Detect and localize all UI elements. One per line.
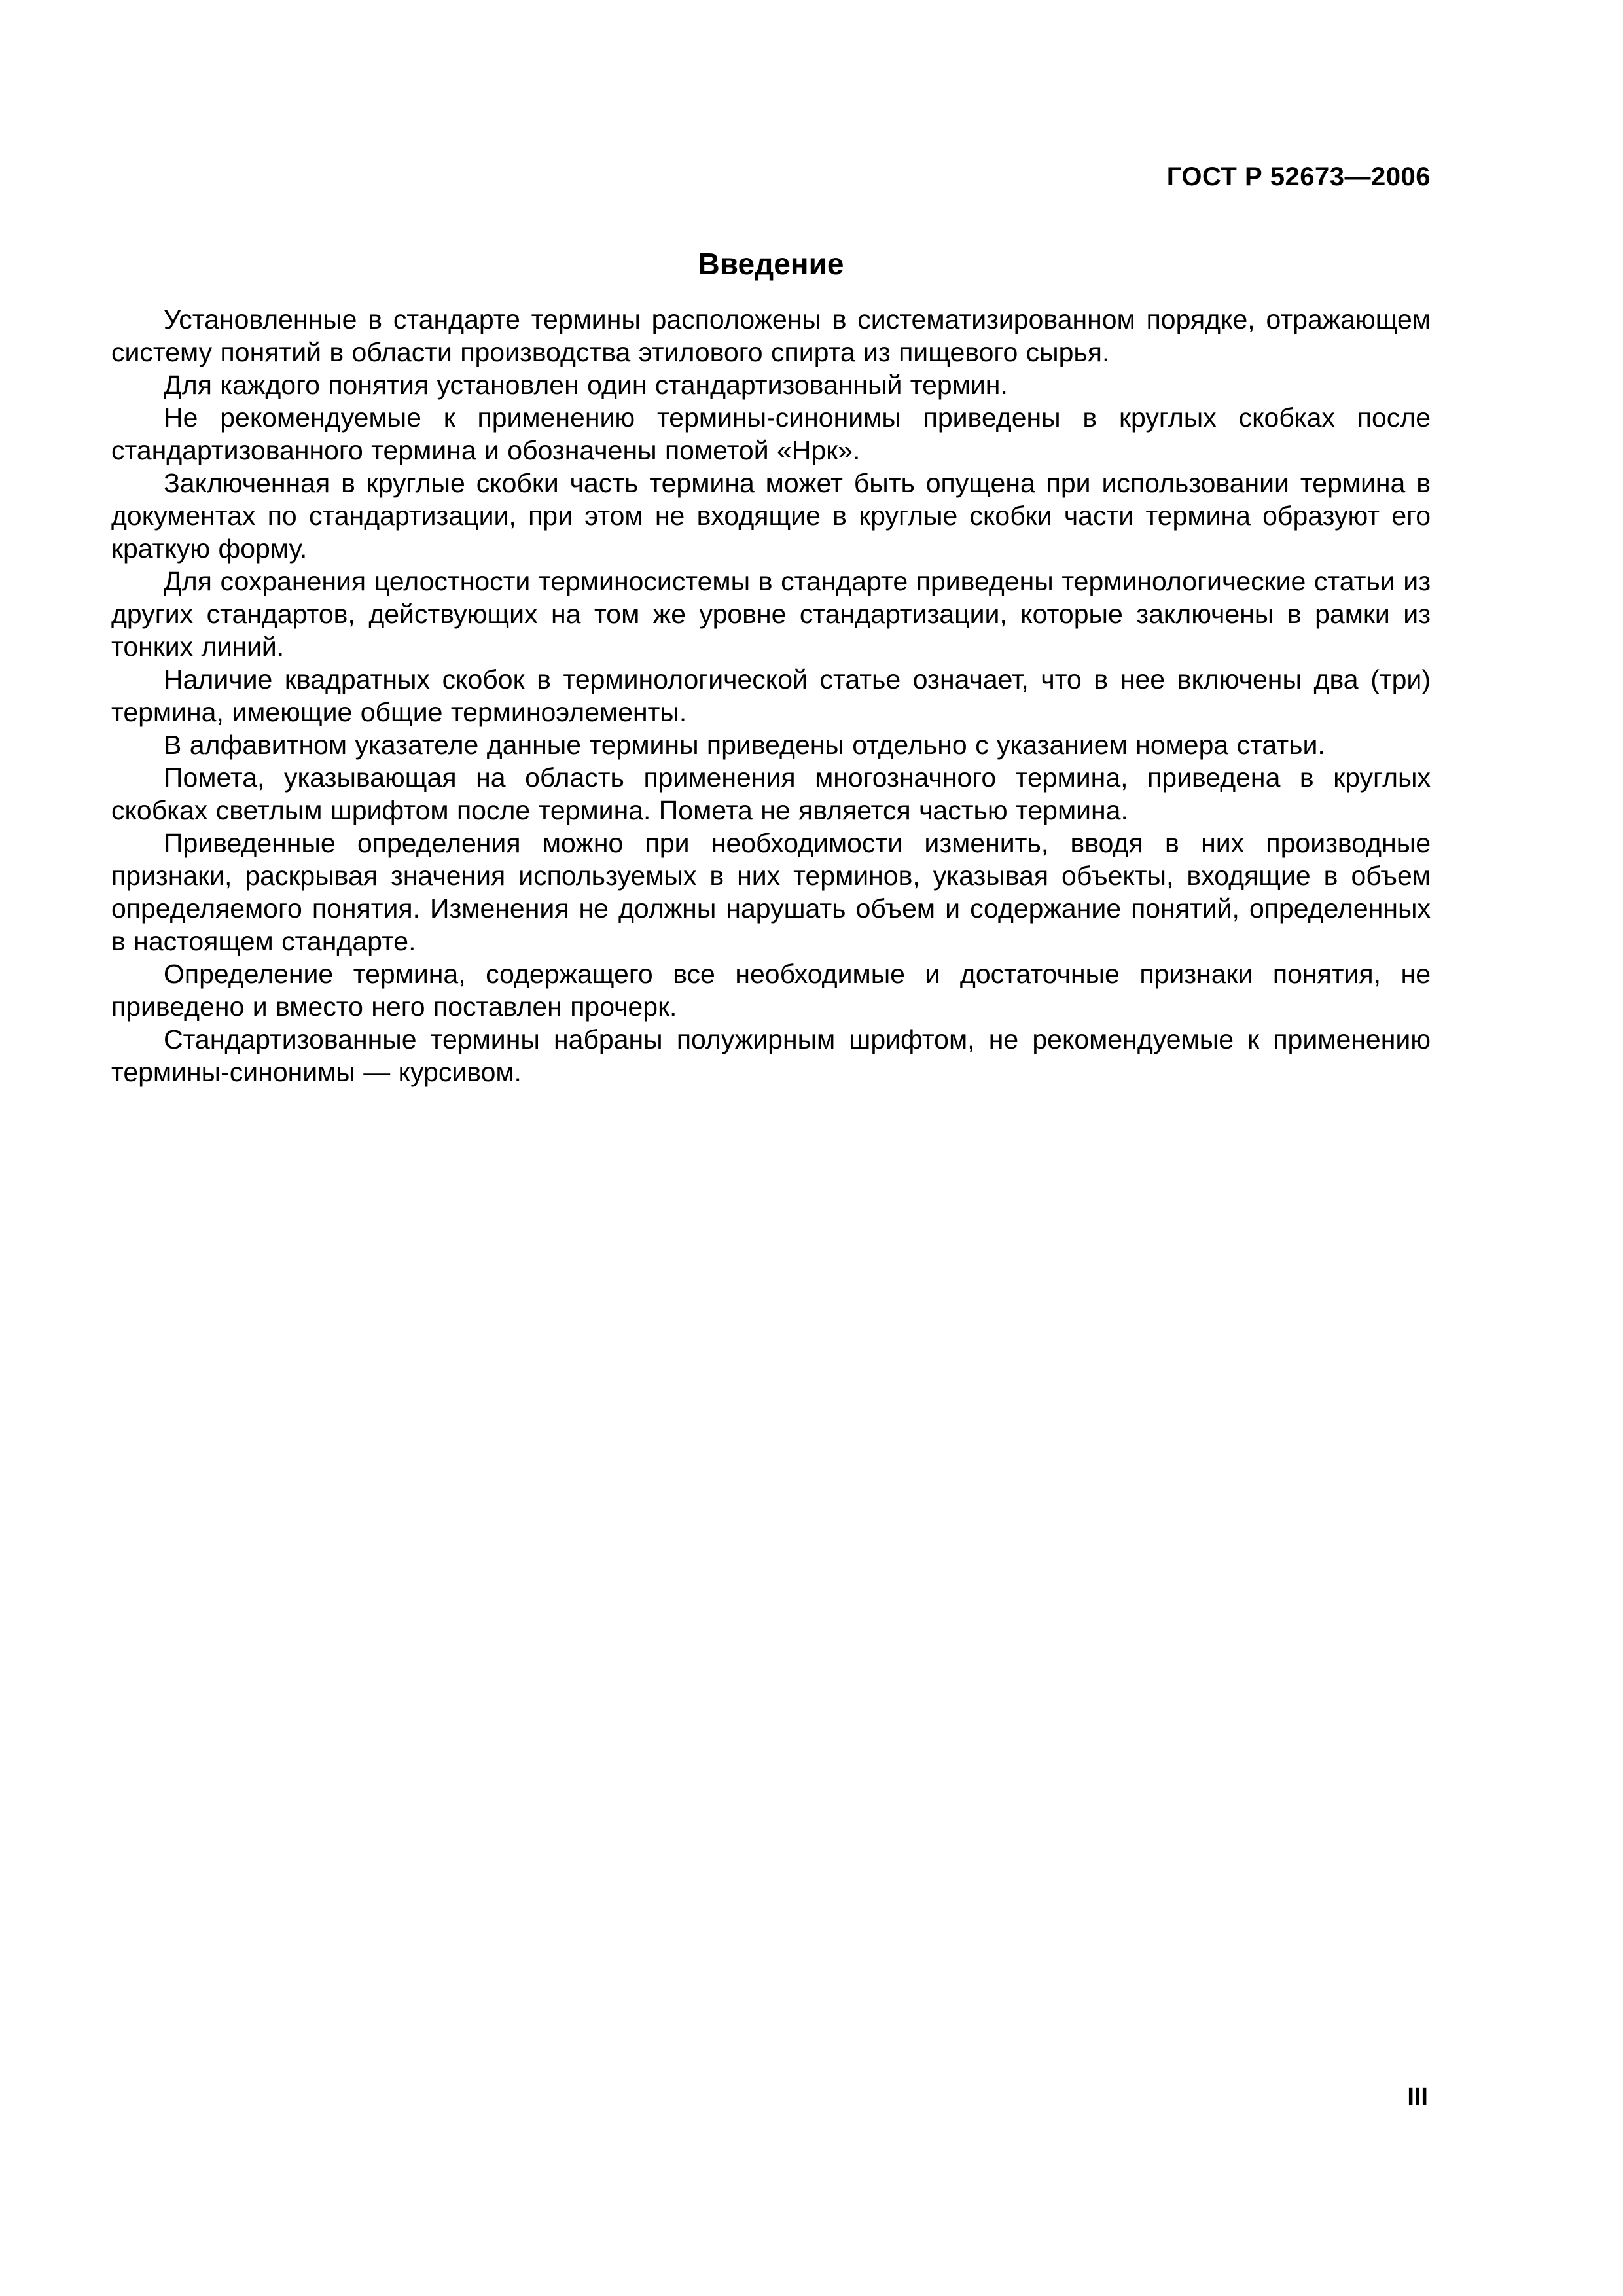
introduction-body	[111, 303, 1431, 1088]
body-paragraph: Помета, указывающая на область применения многозначного термина, приведена в круглых скобках светлым шрифтом после термина. Помета не является частью термина.	[111, 762, 1431, 825]
document-code-header: ГОСТ Р 52673—2006	[1166, 162, 1431, 191]
body-paragraph: Установленные в стандарте термины расположены в систематизированном порядке, отражающем систему понятий в области производства этилового спирта из пищевого сырья.	[111, 304, 1431, 367]
body-paragraph: Наличие квадратных скобок в терминологической статье означает, что в нее включены два (три) термина, имеющие общие терминоэлементы.	[111, 664, 1431, 727]
body-paragraph: В алфавитном указателе данные термины приведены отдельно с указанием номера статьи.	[164, 730, 1325, 760]
body-paragraph: Приведенные определения можно при необходимости изменить, вводя в них производные признаки, раскрывая значения используемых в них терминов, указывая объекты, входящие в объем определяемого понятия. Изменения не должны нарушать объем и содержание понятий, определенных в настоящем стандарте.	[111, 828, 1431, 956]
body-paragraph: Определение термина, содержащего все необходимые и достаточные признаки понятия, не приведено и вместо него поставлен прочерк.	[111, 959, 1431, 1022]
body-paragraph: Заключенная в круглые скобки часть термина может быть опущена при использовании термина в документах по стандартизации, при этом не входящие в круглые скобки части термина образуют его краткую форму.	[111, 468, 1431, 564]
body-paragraph: Для каждого понятия установлен один стандартизованный термин.	[164, 370, 1008, 400]
body-paragraph: Стандартизованные термины набраны полужирным шрифтом, не рекомендуемые к применению термины-синонимы — курсивом.	[111, 1024, 1431, 1087]
body-paragraph: Для сохранения целостности терминосистемы в стандарте приведены терминологические статьи из других стандартов, действующих на том же уровне стандартизации, которые заключены в рамки из тонких линий.	[111, 566, 1431, 662]
body-paragraph: Не рекомендуемые к применению термины-синонимы приведены в круглых скобках после стандартизованного термина и обозначены пометой «Нрк».	[111, 403, 1431, 465]
section-title: Введение	[698, 247, 844, 281]
page-number: III	[1407, 2083, 1428, 2111]
